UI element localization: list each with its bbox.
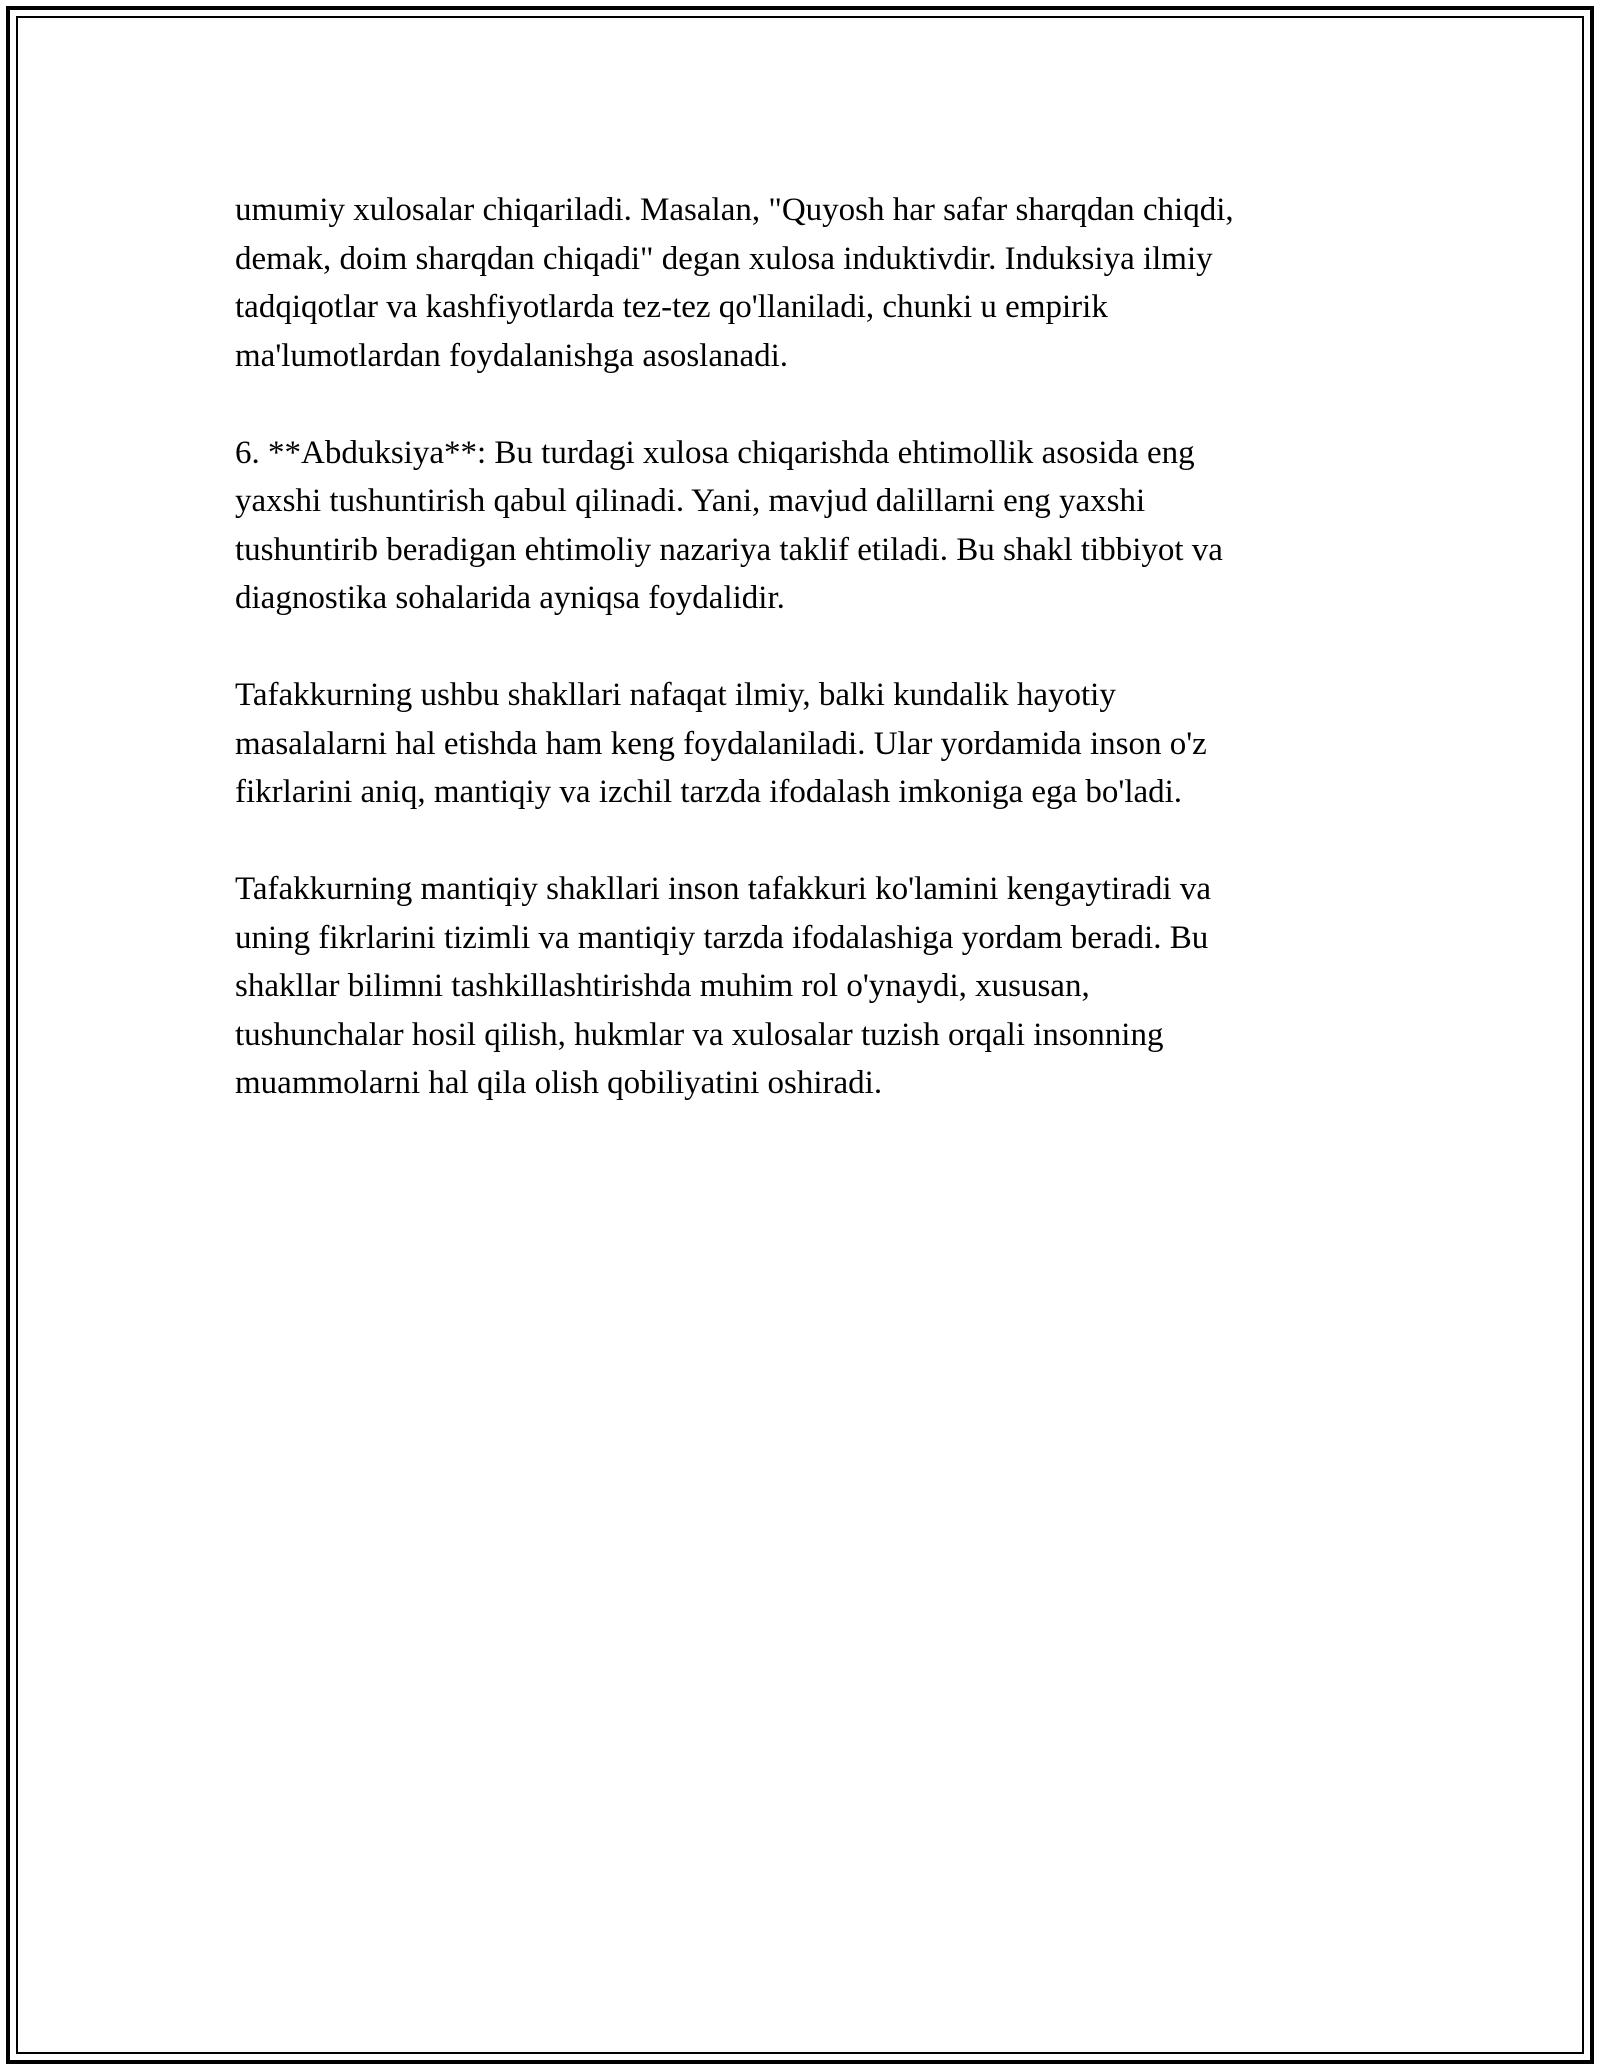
paragraph-logical-forms-conclusion: Tafakkurning mantiqiy shakllari inson tafakkuri ko'lamini kengaytiradi va uning fikrlarini tizimli va mantiqiy tarzda ifodalashiga yordam beradi. Bu shakllar bilimni tashkillashtirishda muhim rol o'ynaydi, xususan, tushunchalar hosil qilish, hukmlar va xulosalar tuzish orqali insonning muammolarni hal qila olish qobiliyatini oshiradi.	[235, 871, 1211, 1101]
paragraph-thinking-forms-usage: Tafakkurning ushbu shakllari nafaqat ilmiy, balki kundalik hayotiy masalalarni hal etishda ham keng foydalaniladi. Ular yordamida inson o'z fikrlarini aniq, mantiqiy va izchil tarzda ifodalash imkoniga ega bo'ladi.	[235, 677, 1207, 810]
document-body	[235, 186, 1375, 1156]
paragraph-abduction: 6. **Abduksiya**: Bu turdagi xulosa chiqarishda ehtimollik asosida eng yaxshi tushuntirish qabul qilinadi. Yani, mavjud dalillarni eng yaxshi tushuntirib beradigan ehtimoliy nazariya taklif etiladi. Bu shakl tibbiyot va diagnostika sohalarida ayniqsa foydalidir.	[235, 434, 1223, 616]
paragraph-induction-continued: umumiy xulosalar chiqariladi. Masalan, "Quyosh har safar sharqdan chiqdi, demak, doim sharqdan chiqadi" degan xulosa induktivdir. Induksiya ilmiy tadqiqotlar va kashfiyotlarda tez-tez qo'llaniladi, chunki u empirik ma'lumotlardan foydalanishga asoslanadi.	[235, 192, 1234, 374]
